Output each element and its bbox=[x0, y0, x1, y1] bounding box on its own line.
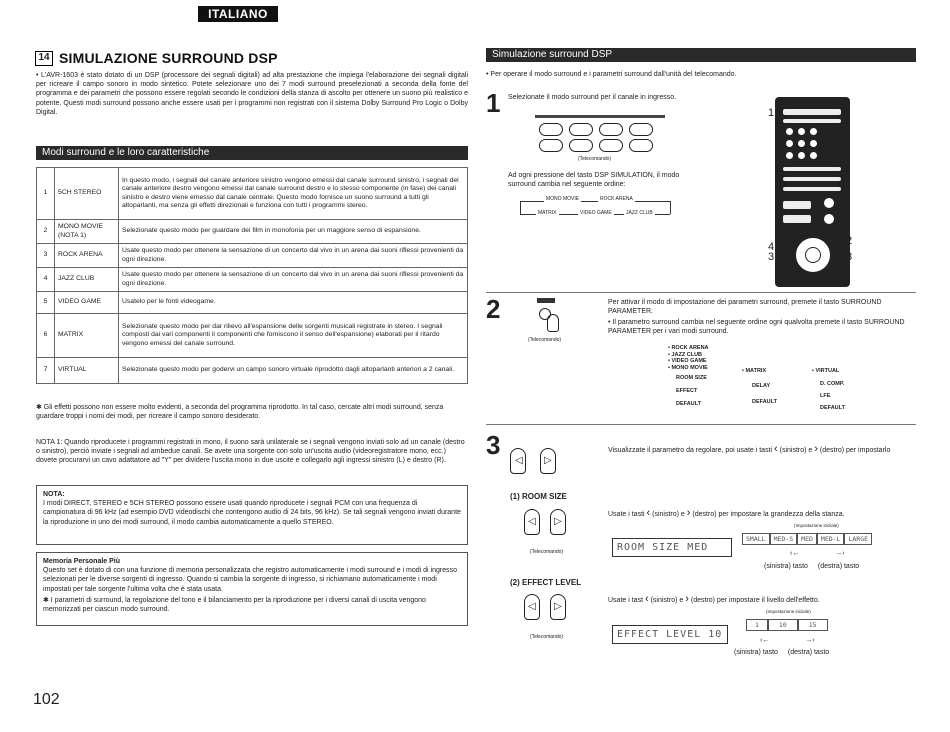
mode-num: 3 bbox=[37, 244, 55, 268]
effect-caption: (Telecomando) bbox=[530, 634, 564, 640]
step-3-text bbox=[608, 445, 918, 455]
step-2-caption: (Telecomando) bbox=[528, 337, 562, 343]
effect-text-a: Usate i tast bbox=[608, 597, 644, 604]
left-right-keys-illustration bbox=[510, 440, 568, 480]
seq-item: JAZZ CLUB bbox=[626, 210, 653, 216]
right-arrow-icon: →› bbox=[835, 550, 845, 557]
surround-parameter-button-icon bbox=[535, 298, 563, 334]
step-1-text: Selezionate il modo surround per il canale in ingresso. bbox=[508, 94, 677, 101]
note-box-title: NOTA: bbox=[43, 491, 65, 498]
seq-item: ROCK ARENA bbox=[600, 196, 633, 202]
param-col-2 bbox=[752, 378, 777, 410]
left-key-label: (sinistra) tasto bbox=[764, 563, 808, 570]
option: 15 bbox=[798, 619, 828, 631]
effect-text-c: (destro) per impostare il livello dell'effetto. bbox=[690, 597, 820, 604]
effect-text-b: (sinistro) e bbox=[650, 597, 684, 604]
right-arrow-icon: ▷ bbox=[544, 455, 552, 466]
step-1-caption: (Telecomando) bbox=[578, 156, 612, 162]
option: MED-S bbox=[770, 533, 798, 545]
mode-list-item: • ROCK ARENA bbox=[668, 345, 709, 351]
virtual-label: • VIRTUAL bbox=[812, 368, 840, 374]
remote-button-icon bbox=[629, 123, 653, 136]
seq-item: MONO MOVIE bbox=[546, 196, 580, 202]
right-key-label: (destra) tasto bbox=[817, 563, 860, 570]
effect-text bbox=[608, 595, 914, 605]
option: 1 bbox=[746, 619, 768, 631]
param-item: LFE bbox=[820, 393, 831, 399]
step-3-text-a: Visualizzate il parametro da regolare, poi usate i tasti bbox=[608, 447, 773, 454]
right-key-label: (destra) tasto bbox=[787, 649, 830, 656]
remote-callout: 3 bbox=[768, 251, 775, 263]
remote-button-icon bbox=[539, 139, 563, 152]
step-3-right-word: (destro) bbox=[819, 447, 845, 454]
seq-item: MATRIX bbox=[538, 210, 557, 216]
room-text-a: Usate i tasti bbox=[608, 511, 645, 518]
param-item: ROOM SIZE bbox=[676, 375, 707, 381]
room-caption: (Telecomando) bbox=[530, 549, 564, 555]
room-key-labels bbox=[764, 562, 859, 571]
param-item: D. COMP. bbox=[820, 381, 845, 387]
mode-desc: Usatelo per le fonti videogame. bbox=[119, 292, 468, 314]
room-options bbox=[742, 533, 872, 545]
remote-button-icon bbox=[629, 139, 653, 152]
section-heading bbox=[35, 49, 278, 67]
remote-button-icon bbox=[599, 123, 623, 136]
step-1-number: 1 bbox=[486, 88, 501, 118]
dsp-buttons-illustration bbox=[535, 115, 665, 153]
remote-callout: 2 bbox=[846, 235, 853, 247]
mode-list-item: • VIDEO GAME bbox=[668, 358, 707, 365]
param-item: EFFECT bbox=[676, 388, 698, 394]
step-3-number: 3 bbox=[486, 430, 501, 460]
table-row bbox=[37, 244, 468, 268]
note-1: NOTA 1: Quando riproducete i programmi registrati in mono, il suono sarà unilaterale se i segnali vengono inviati solo ad un canale (destro o sinistro), perciò inviate i segnali ad ambedue canali. Se avete una sorgente con solo un'uscita audio (videoregistratore mono, ecc.) dovete procurarvi un cavo adattatore ad "Y" per dividere l'uscita mono in due uscite e collegarlo agli ingressi sinistro (L) e destro (R). bbox=[36, 439, 465, 465]
remote-button-icon bbox=[569, 123, 593, 136]
param-item: DEFAULT bbox=[752, 399, 777, 405]
mode-list-item: • JAZZ CLUB bbox=[668, 351, 703, 358]
room-lcd-display: ROOM SIZE MED bbox=[612, 538, 732, 557]
effect-default-label: (Impostazione iniziale) bbox=[766, 609, 811, 614]
table-row bbox=[37, 292, 468, 314]
room-text bbox=[608, 509, 914, 519]
param-item: DEFAULT bbox=[676, 401, 701, 407]
mode-desc: Selezionate questo modo per godervi un campo sonoro virtuale riprodotto dagli altoparlanti anteriori a 2 canali. bbox=[119, 358, 468, 384]
mode-list-item: • MONO MOVIE bbox=[668, 364, 708, 371]
effect-keys-illustration bbox=[524, 590, 574, 630]
right-bar: Simulazione surround DSP bbox=[486, 48, 916, 62]
mode-name: MONO MOVIE (NOTA 1) bbox=[55, 220, 119, 244]
remote-callout: 4 bbox=[768, 241, 775, 253]
param-col-3 bbox=[820, 378, 845, 414]
left-arrow-icon: ◁ bbox=[528, 516, 536, 527]
mode-desc: Selezionate questo modo per dar rilievo all'espansione delle sorgenti musicali registrate in stereo. I segnali composti dai vari componenti il componenti che forniscono il senso dell'espansione) elaborati per il ritardo vengono emessi del canale surround. bbox=[119, 314, 468, 358]
right-key-icon: › bbox=[814, 443, 818, 455]
room-default-label: (Impostazione iniziale) bbox=[794, 523, 839, 528]
memory-box-note: ✱ I parametri di surround, la regolazione del tono e il bilanciamento per la riproduzione per i diversi canali di uscita vengono memorizzati per ciascun modo surround. bbox=[43, 596, 426, 614]
left-arrow-icon: ‹← bbox=[790, 550, 800, 557]
mode-sequence-diagram bbox=[520, 196, 680, 220]
seq-item: VIDEO GAME bbox=[580, 210, 612, 216]
memory-box-text: Questo set è dotato di con una funzione di memoria personalizzata che registro automaticamente i modi surround e i modi di ingresso selezionati per le diverse sorgenti di ingresso. Quando si cambia la sorgente di ingresso, si richiamano automaticamente i modi impostati per tale sorgente l'ultima volta che è stata usata. bbox=[43, 567, 458, 593]
modes-bar: Modi surround e le loro caratteristiche bbox=[36, 146, 468, 160]
effect-arrows bbox=[760, 636, 815, 645]
mode-num: 7 bbox=[37, 358, 55, 384]
left-arrow-icon: ◁ bbox=[515, 455, 523, 466]
matrix-label: • MATRIX bbox=[742, 368, 767, 374]
memory-box-title: Memoria Personale Più bbox=[43, 558, 121, 565]
right-intro: • Per operare il modo surround e i parametri surround dall'unità del telecomando. bbox=[486, 71, 737, 78]
room-text-c: (destro) per impostare la grandezza della stanza. bbox=[692, 511, 845, 518]
divider bbox=[486, 292, 916, 293]
left-arrow-icon: ◁ bbox=[528, 601, 536, 612]
section-title: SIMULAZIONE SURROUND DSP bbox=[59, 50, 278, 66]
remote-button-icon bbox=[569, 139, 593, 152]
mode-name: 5CH STEREO bbox=[55, 168, 119, 220]
room-size-heading: (1) ROOM SIZE bbox=[510, 492, 567, 501]
room-arrows bbox=[790, 549, 845, 558]
memory-box bbox=[36, 552, 468, 626]
step-2-bullet: • Il parametro surround cambia nel seguente ordine ogni qualvolta premete il tasto SURROUND PARAMETER per i vari modi surround. bbox=[608, 319, 905, 336]
param-mode-list bbox=[668, 345, 709, 371]
mode-desc: Selezionate questo modo per guardare dei film in monofonia per un maggiore senso di espansione. bbox=[119, 220, 468, 244]
effect-lcd-display: EFFECT LEVEL 10 bbox=[612, 625, 728, 644]
language-tab: ITALIANO bbox=[198, 6, 278, 22]
mode-name: MATRIX bbox=[55, 314, 119, 358]
option: MED bbox=[797, 533, 817, 545]
table-row bbox=[37, 268, 468, 292]
step-1-after: Ad ogni pressione del tasto DSP SIMULATION, il modo surround cambia nel seguente ordine: bbox=[508, 172, 680, 189]
mode-name: VIRTUAL bbox=[55, 358, 119, 384]
mode-desc: Usate questo modo per ottenere la sensazione di un concerto dal vivo in un arena dai suoni riflessi provenienti da ogni direzione. bbox=[119, 244, 468, 268]
mode-name: ROCK ARENA bbox=[55, 244, 119, 268]
param-item: DELAY bbox=[752, 383, 771, 389]
step-2-number: 2 bbox=[486, 294, 501, 324]
intro-text: • L'AVR-1603 è stato dotato di un DSP (processore dei segnali digitali) ad alta prestazione che impiega l'elaborazione dei segnali digitali per ricreare il campo sonoro in modo sintetico. Potete selezionare uno dei 7 modi surround preselezionati a seconda della fonte del programma e dei parametri che possono essere regolati secondo le condizioni della stanza di ascolto per ottenere un suono più realistico e potente. Questi modi surround possono anche essere usati per i programmi non registrati con il sistema Dolby Surround Pro Logic o Dolby Digital. bbox=[36, 72, 468, 116]
note-box-text: I modi DIRECT, STEREO e 5CH STEREO possono essere usati quando riproducete i segnali PCM con una frequenza di campionatura di 96 kHz (ad esempio DVD videodischi che contengono audio di 24 bits, 96 kHz). Se tali segnali vengono inviati durante la riproduzione in uno dei modi surround, il modo cambia automaticamente a quello STEREO. bbox=[43, 500, 461, 526]
param-col-1 bbox=[676, 372, 707, 411]
right-key-icon: › bbox=[685, 593, 689, 605]
mode-num: 6 bbox=[37, 314, 55, 358]
step-3-left-word: (sinistro) e bbox=[779, 447, 813, 454]
mode-num: 1 bbox=[37, 168, 55, 220]
mode-num: 4 bbox=[37, 268, 55, 292]
table-row bbox=[37, 220, 468, 244]
mode-num: 5 bbox=[37, 292, 55, 314]
room-keys-illustration bbox=[524, 505, 574, 545]
mode-name: VIDEO GAME bbox=[55, 292, 119, 314]
modes-table bbox=[36, 167, 468, 384]
option: MED-L bbox=[817, 533, 845, 545]
option: 10 bbox=[768, 619, 798, 631]
param-item: DEFAULT bbox=[820, 405, 845, 411]
room-text-b: (sinistro) e bbox=[652, 511, 685, 518]
left-key-label: (sinistra) tasto bbox=[734, 649, 778, 656]
remote-callout: 3 bbox=[846, 251, 853, 263]
left-key-icon: ‹ bbox=[646, 507, 651, 519]
section-number: 14 bbox=[35, 51, 53, 66]
mode-desc: Usate questo modo per ottenere la sensazione di un concerto dal vivo in un arena dai suoni riflessi provenienti da ogni direzione. bbox=[119, 268, 468, 292]
divider bbox=[486, 424, 916, 425]
page-number: 102 bbox=[33, 691, 60, 708]
left-key-icon: ‹ bbox=[644, 593, 649, 605]
note-box bbox=[36, 485, 468, 545]
remote-button-icon bbox=[539, 123, 563, 136]
remote-button-icon bbox=[599, 139, 623, 152]
mode-desc: In questo modo, i segnali del canale anteriore sinistro vengono emessi dal canale surround sinistro, i segnali del canale anteriore destro vengono emessi dal canale surround destro e lo stesso componente (in fase) dei canali sinistro e destro viene emesso dal canale centrale. Questo modo fornisce un suono surround a tutti gli altoparlanti, ma senza gli effetti direzionali e funziona con tutti i programmi stereo. bbox=[119, 168, 468, 220]
mode-name: JAZZ CLUB bbox=[55, 268, 119, 292]
remote-callout: 1 bbox=[768, 107, 775, 119]
option: SMALL bbox=[742, 533, 770, 545]
table-row bbox=[37, 358, 468, 384]
left-key-icon: ‹ bbox=[774, 443, 778, 455]
right-arrow-icon: →› bbox=[805, 637, 815, 644]
table-row bbox=[37, 168, 468, 220]
step-3-text-end: per impostarlo bbox=[846, 447, 891, 454]
table-row bbox=[37, 314, 468, 358]
remote-control-illustration bbox=[775, 97, 853, 287]
effect-key-labels bbox=[734, 648, 829, 657]
footnote-effects: ✱ Gli effetti possono non essere molto evidenti, a seconda del programma riprodotto. In tal caso, cercate altri modi surround, senza guardare troppi i nomi dei modi, per ricreare il campo sonoro desiderato. bbox=[36, 404, 444, 421]
option: LARGE bbox=[844, 533, 872, 545]
effect-level-heading: (2) EFFECT LEVEL bbox=[510, 578, 582, 587]
mode-num: 2 bbox=[37, 220, 55, 244]
left-arrow-icon: ‹← bbox=[760, 637, 770, 644]
right-arrow-icon: ▷ bbox=[554, 516, 562, 527]
right-arrow-icon: ▷ bbox=[554, 601, 562, 612]
effect-options bbox=[746, 619, 828, 631]
right-key-icon: › bbox=[686, 507, 691, 519]
step-2-text: Per attivar il modo di impostazione dei parametri surround, premete il tasto SURROUND PARAMETER. bbox=[608, 299, 882, 316]
